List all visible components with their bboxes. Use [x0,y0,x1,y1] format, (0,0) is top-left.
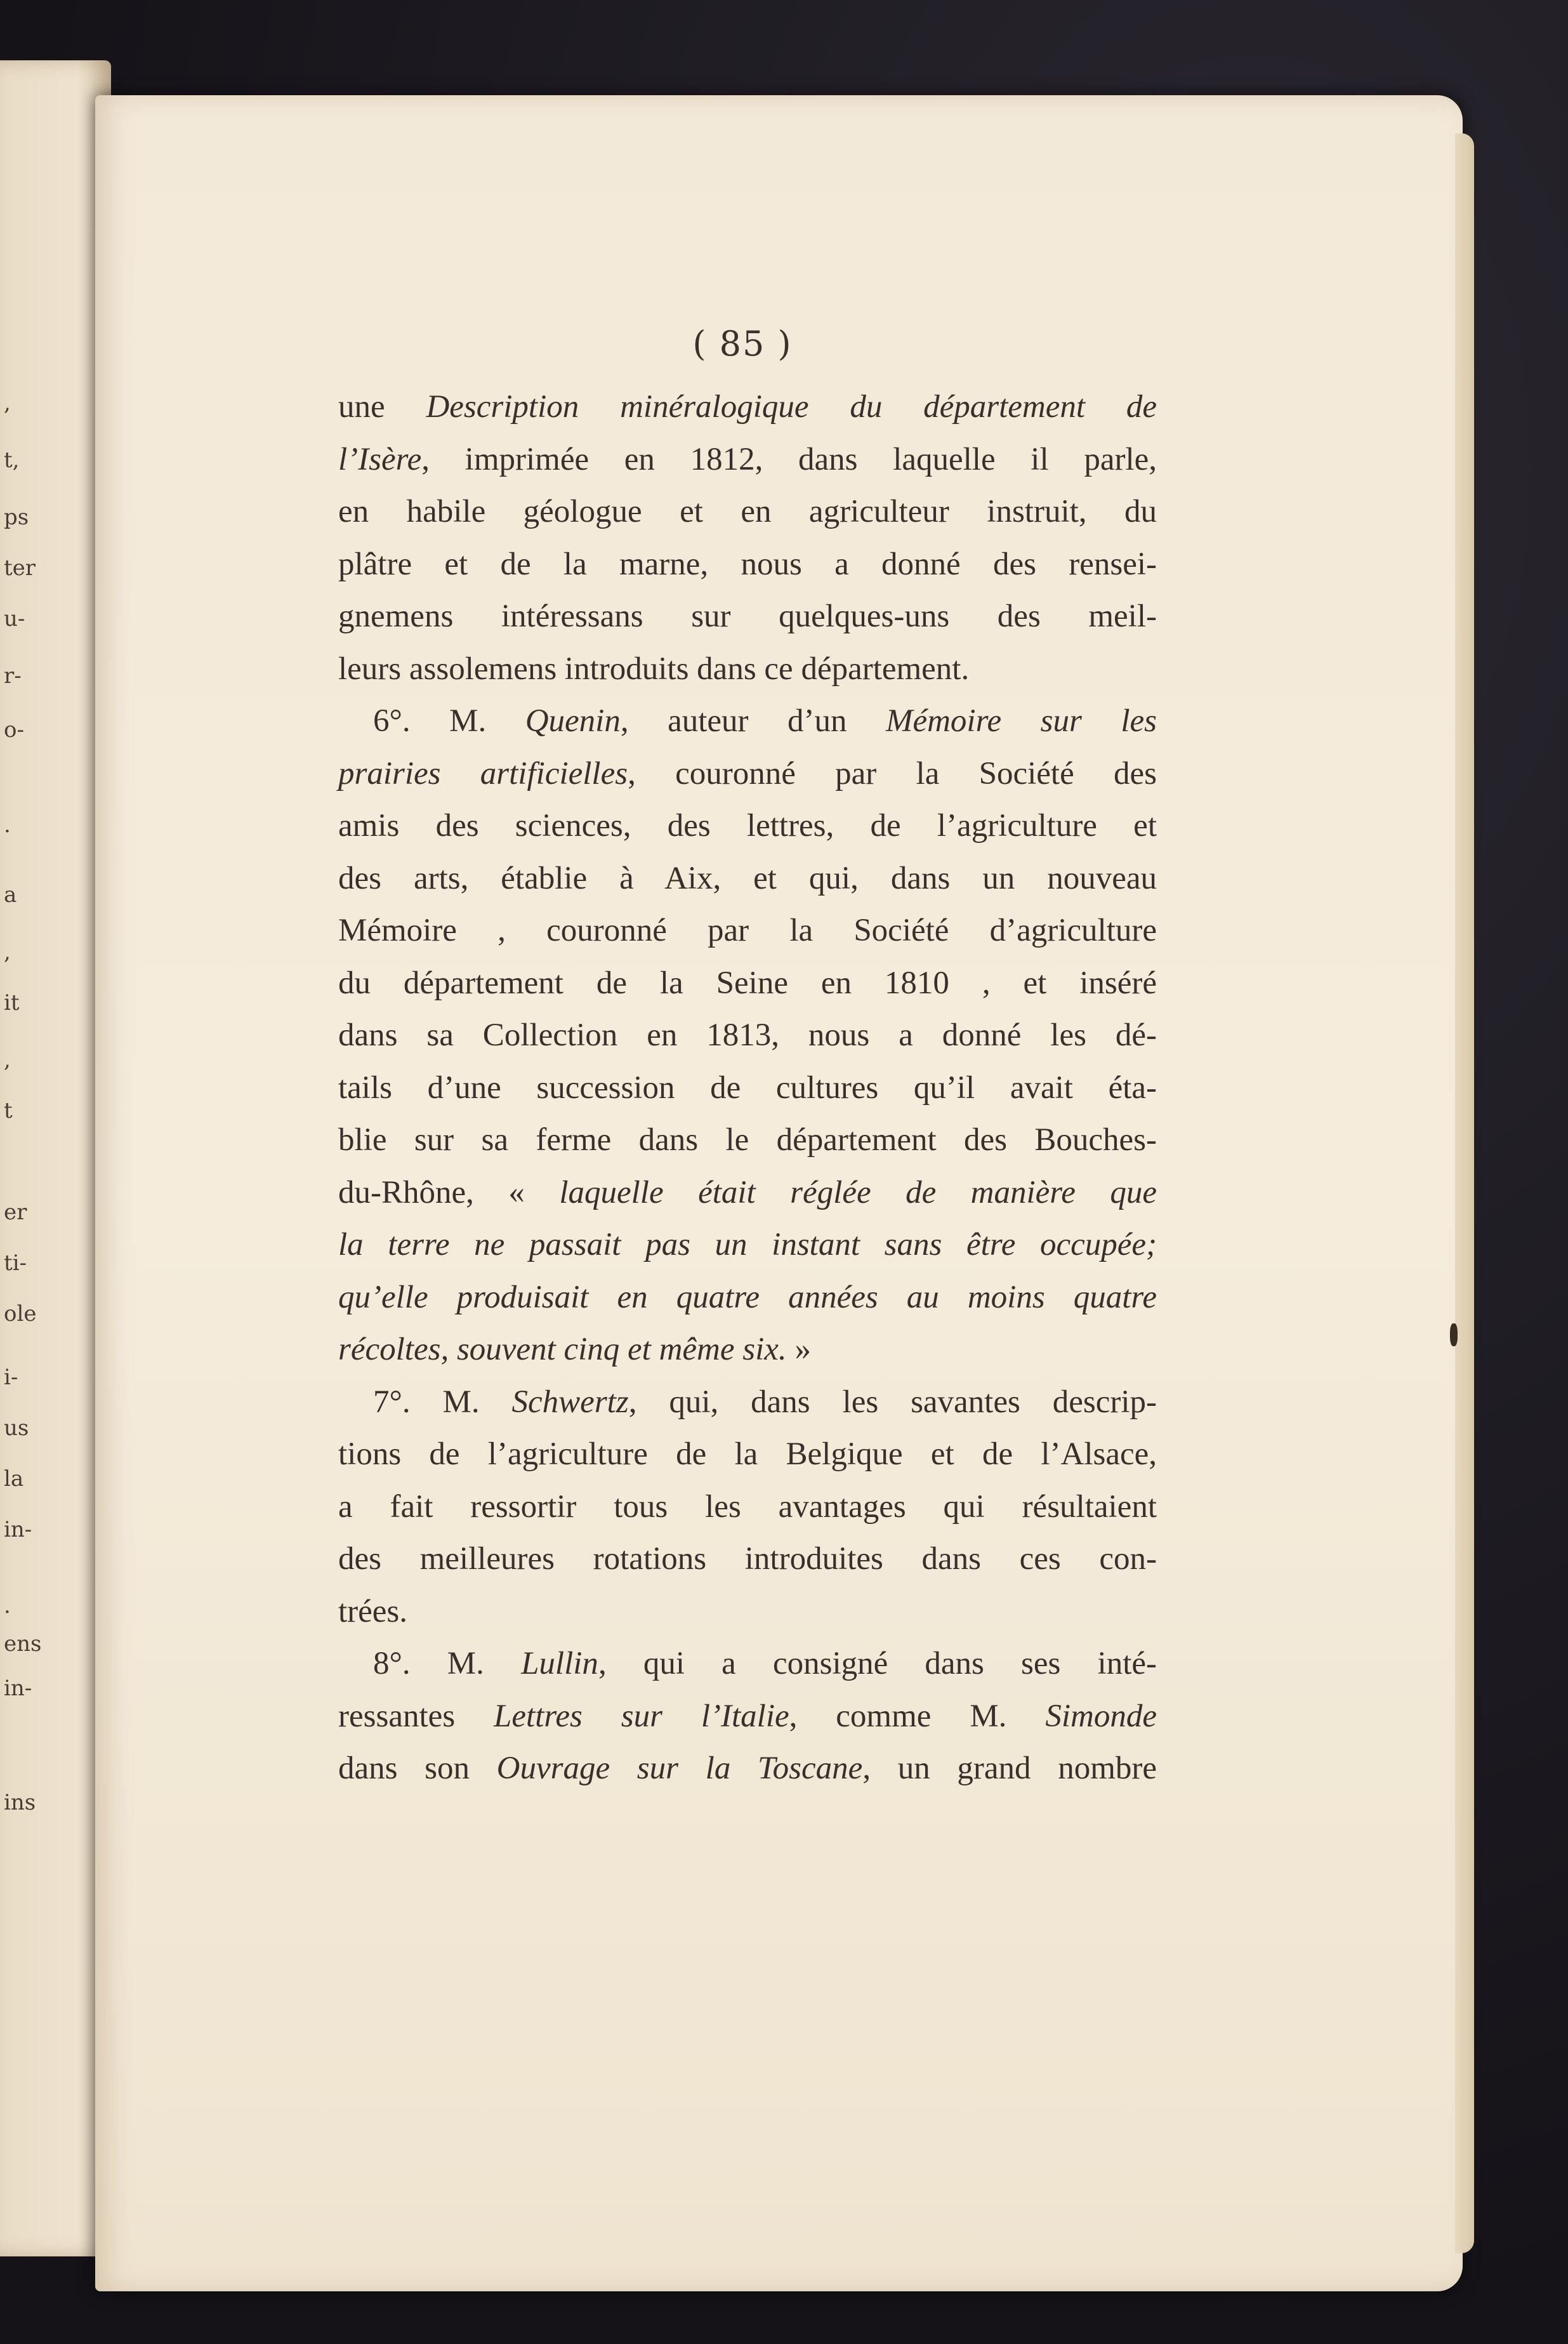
text-segment: gnemens intéressans sur quelques-uns des meil- [338,599,1157,634]
text-line [338,800,1157,852]
text-segment: du département de la Seine en 1810 , et inséré [338,965,1157,1001]
previous-page-edge [0,60,111,2256]
italic-text: l’Isère [338,441,422,477]
text-line [338,1533,1157,1586]
text-line [338,1009,1157,1062]
text-segment: 8°. M. [373,1646,522,1681]
previous-page-fragment: u- [4,606,25,632]
ink-stain [1450,1323,1458,1346]
text-segment: , couronné par la Société des [628,755,1157,791]
text-segment: tails d’une succession de cultures qu’il avait éta- [338,1069,1157,1106]
text-segment: des meilleures rotations introduites dans ces con- [338,1541,1157,1577]
previous-page-fragment: ole [4,1301,37,1327]
text-line [338,1481,1157,1533]
previous-page-fragment: o- [4,717,24,743]
text-segment: une [338,389,426,425]
italic-text: Lettres sur l’Italie [494,1698,789,1734]
italic-text: qu’elle produisait en quatre années au moins quatre [338,1279,1157,1315]
italic-text: Schwertz [511,1384,629,1420]
italic-text: prairies artificielles [338,755,628,791]
previous-page-fragment: us [4,1415,29,1441]
text-segment: , comme M. [789,1698,1046,1734]
previous-page-fragment: . [4,812,11,838]
text-segment: trées. [338,1593,408,1629]
text-line [338,1742,1157,1795]
previous-page-fragment: it [4,990,20,1016]
body-text [338,381,1157,1795]
text-line [338,1271,1157,1324]
text-segment: , imprimée en 1812, dans laquelle il parle, [421,441,1157,477]
text-segment: amis des sciences, des lettres, de l’agriculture et [338,808,1157,844]
previous-page-fragment: i- [4,1365,18,1390]
text-segment: 6°. M. [373,703,525,739]
previous-page-fragment: ens [4,1631,42,1657]
text-line [338,748,1157,800]
previous-page-fragment: , [4,390,11,416]
italic-text: Quenin [525,703,621,739]
italic-text: Mémoire sur les [885,703,1157,739]
italic-text: récoltes, souvent cinq et même six. [338,1332,787,1367]
text-segment: dans sa Collection en 1813, nous a donné les dé- [338,1017,1157,1053]
text-segment: du-Rhône, « [338,1174,560,1210]
text-line [338,1323,1157,1376]
previous-page-fragment: r- [4,663,22,689]
text-line [338,381,1157,434]
text-segment: , qui a consigné dans ses inté- [598,1646,1157,1681]
previous-page-fragment: t, [4,447,20,473]
text-segment: , auteur d’un [620,703,886,739]
text-segment: des arts, établie à Aix, et qui, dans un nouveau [338,860,1157,896]
text-line [338,1219,1157,1271]
previous-page-fragment: la [4,1466,24,1492]
text-segment: , qui, dans les savantes descrip- [628,1384,1157,1420]
previous-page-fragment: in- [4,1517,32,1542]
text-segment: blie sur sa ferme dans le département des Bouches- [338,1122,1157,1158]
text-segment: plâtre et de la marne, nous a donné des rensei- [338,546,1157,582]
previous-page-fragment: ins [4,1790,36,1815]
previous-page-fragment: ter [4,555,36,581]
text-segment: , un grand nombre [862,1751,1157,1786]
italic-text: Lullin [521,1646,598,1681]
text-line [338,1586,1157,1638]
text-segment: leurs assolemens introduits dans ce département. [338,651,970,687]
text-line [338,1428,1157,1481]
text-line [338,590,1157,643]
text-line [338,1062,1157,1115]
previous-page-fragment: t [4,1098,13,1123]
text-line [338,1638,1157,1690]
text-segment: Mémoire , couronné par la Société d’agriculture [338,913,1157,948]
text-segment: tions de l’agriculture de la Belgique et de l’Alsace, [338,1436,1157,1472]
italic-text: la terre ne passait pas un instant sans être occupée; [338,1227,1157,1262]
previous-page-fragment: er [4,1200,27,1225]
text-segment: 7°. M. [373,1384,512,1420]
previous-page-fragment: . [4,1593,11,1619]
text-line [338,695,1157,748]
previous-page-fragment: in- [4,1676,32,1701]
text-segment: a fait ressortir tous les avantages qui résultaient [338,1488,1157,1525]
text-line [338,1114,1157,1167]
text-line [338,852,1157,905]
text-segment: ressantes [338,1698,494,1734]
text-line [338,1690,1157,1743]
text-segment: dans son [338,1751,497,1786]
previous-page-text-fragments [0,60,111,2256]
previous-page-fragment: a [4,882,17,908]
italic-text: laquelle était réglée de manière que [559,1174,1157,1210]
text-segment: en habile géologue et en agriculteur instruit, du [338,494,1157,529]
previous-page-fragment: ps [4,505,29,530]
text-line [338,538,1157,591]
text-line [338,434,1157,486]
text-line [338,904,1157,957]
text-segment: » [786,1332,811,1367]
text-line [338,486,1157,538]
text-line [338,643,1157,696]
previous-page-fragment: ti- [4,1250,27,1276]
page-edge [1455,133,1474,2253]
italic-text: Description minéralogique du département de [426,389,1157,425]
text-line [338,1376,1157,1429]
italic-text: Ouvrage sur la Toscane [496,1751,863,1786]
previous-page-fragment: , [4,1047,11,1073]
previous-page-fragment: , [4,939,11,965]
page-number: ( 85 ) [692,324,793,364]
italic-text: Simonde [1045,1698,1157,1734]
text-line [338,957,1157,1010]
text-line [338,1167,1157,1219]
